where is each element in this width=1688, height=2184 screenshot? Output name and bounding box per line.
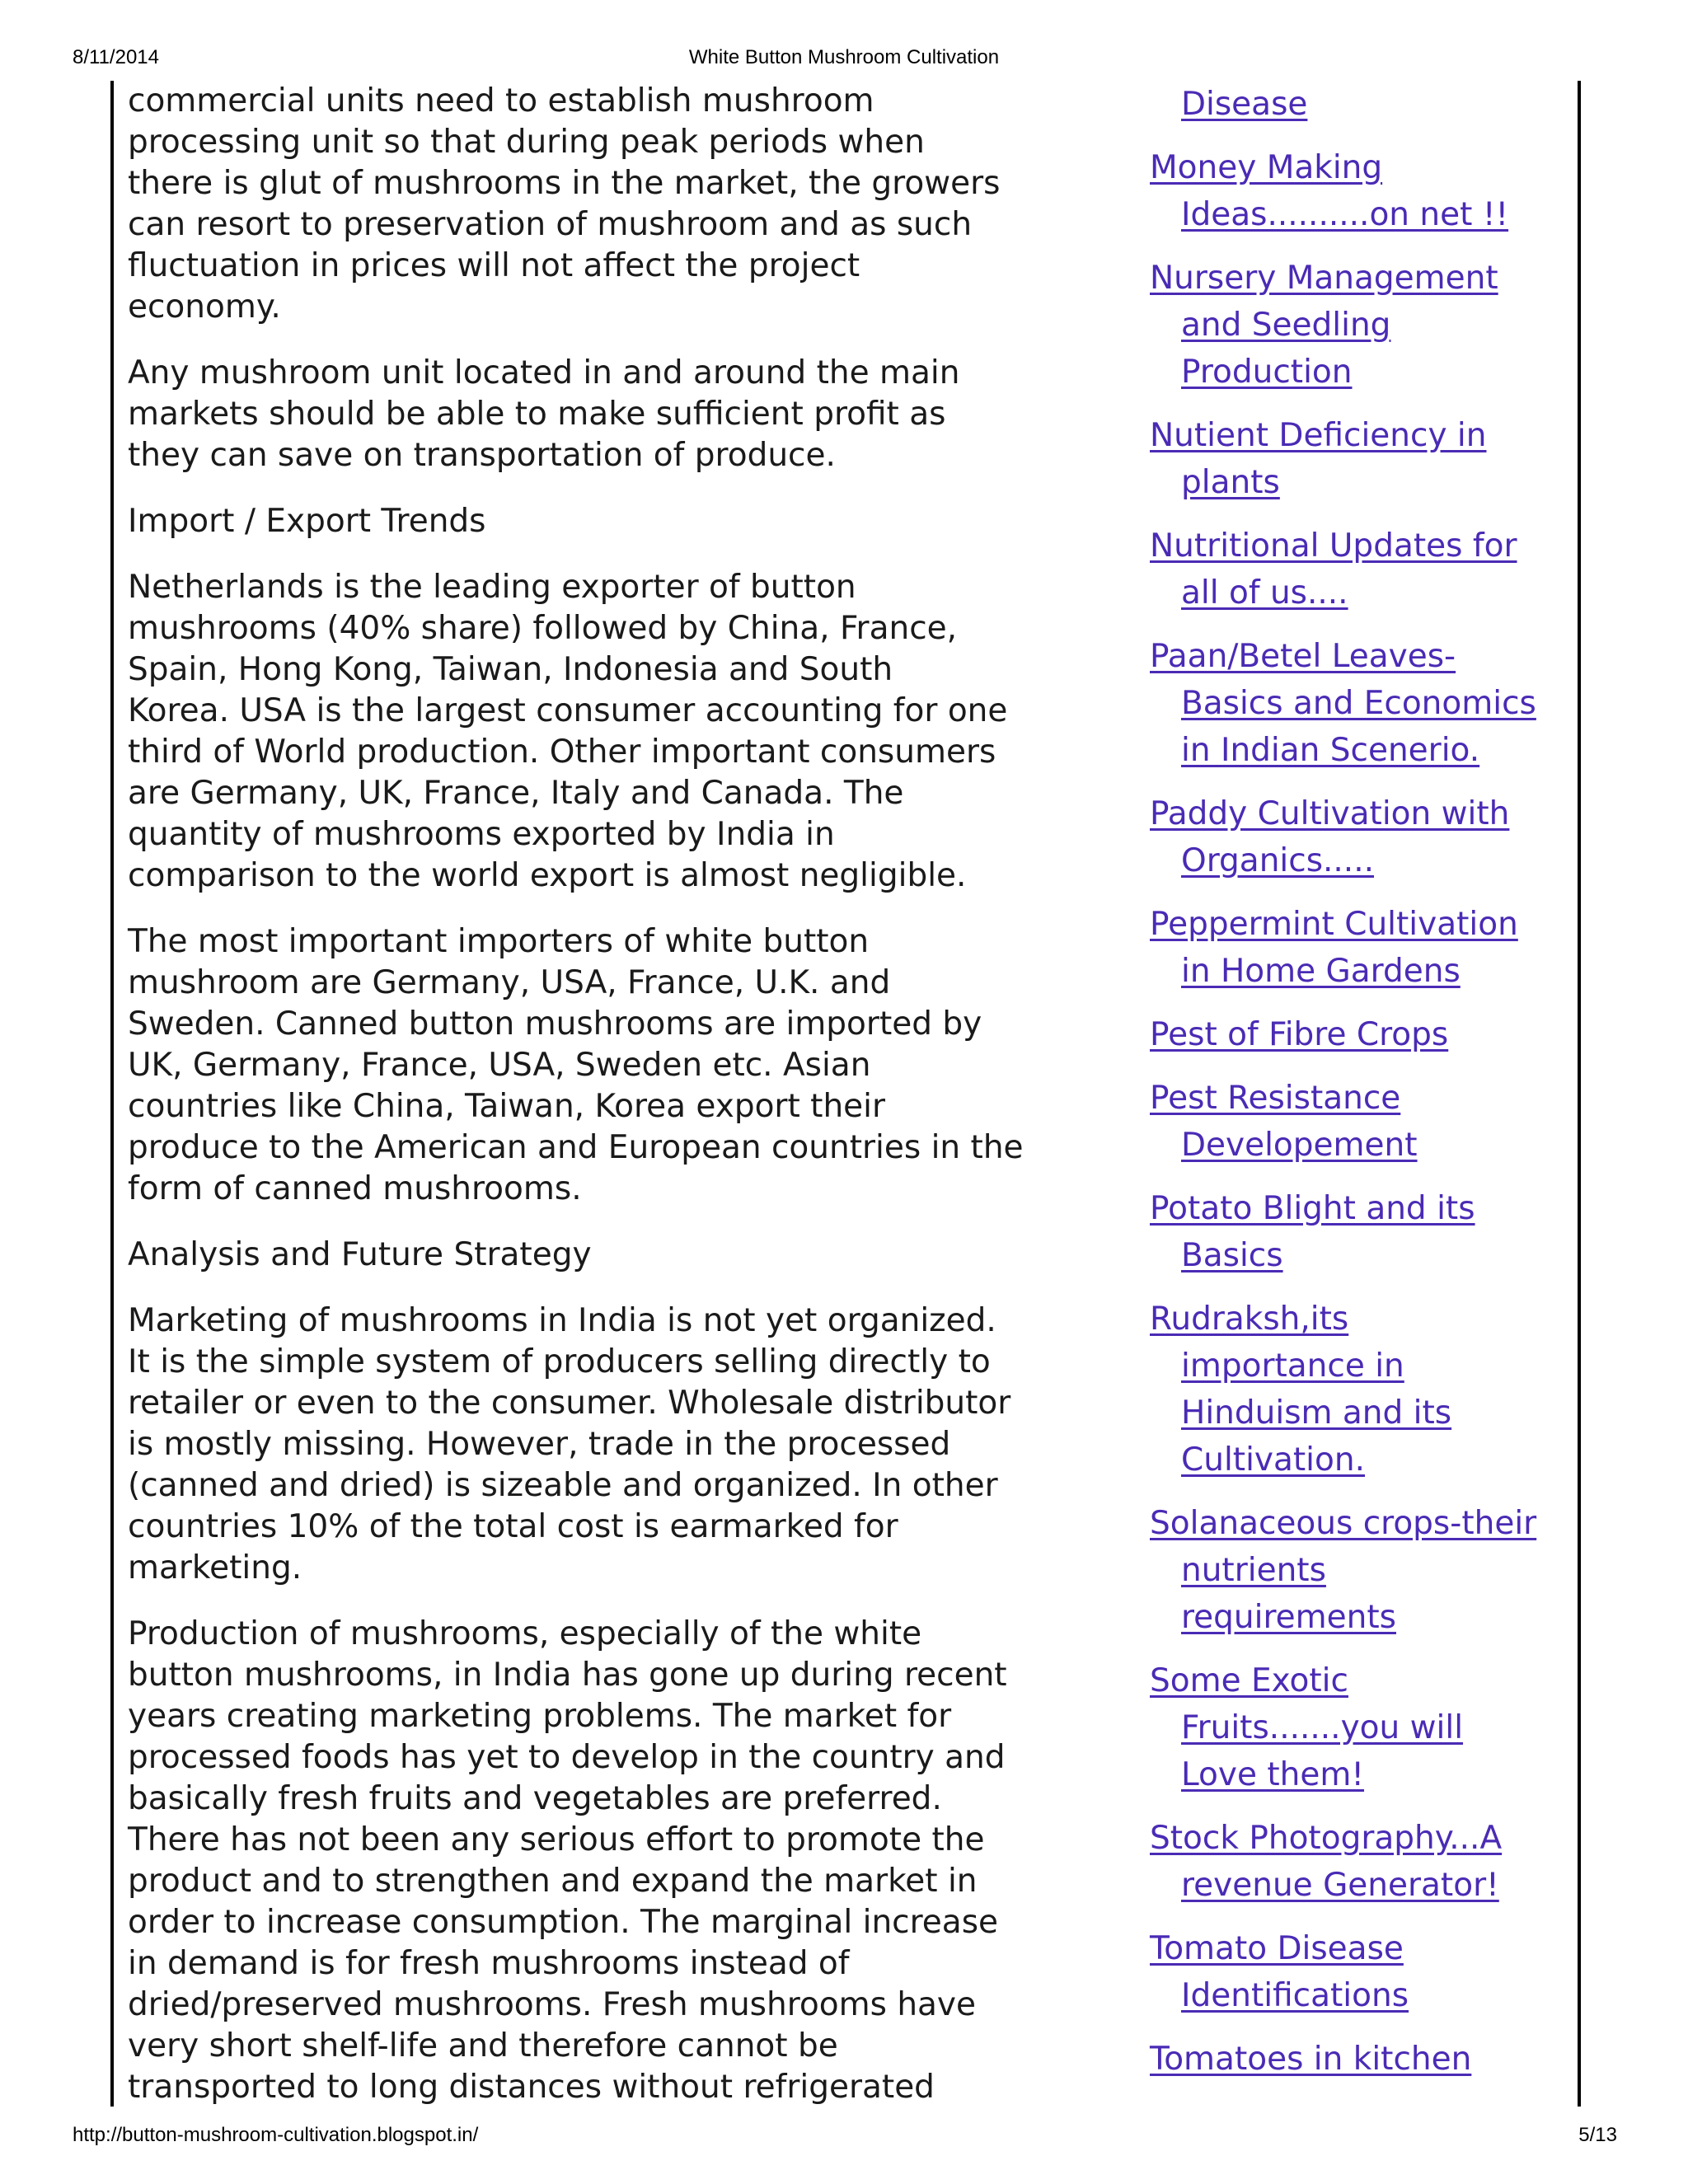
sidebar-item — [1150, 1500, 1562, 1641]
sidebar-link-exotic-fruits[interactable]: Some Exotic Fruits.......you will Love them! — [1150, 1662, 1464, 1793]
sidebar-link-pest-resistance[interactable]: Pest Resistance Developement — [1150, 1080, 1418, 1164]
right-divider — [1578, 81, 1581, 2107]
sidebar-item — [1150, 1815, 1562, 1909]
sidebar-link-stock-photography[interactable]: Stock Photography...A revenue Generator! — [1150, 1820, 1503, 1904]
section-heading-import-export: Import / Export Trends — [128, 503, 486, 540]
sidebar-item — [1150, 1075, 1562, 1169]
sidebar-link-money-making[interactable]: Money Making Ideas..........on net !! — [1150, 149, 1509, 233]
sidebar-link-peppermint[interactable]: Peppermint Cultivation in Home Gardens — [1150, 906, 1518, 990]
sidebar-item — [1150, 1925, 1562, 2019]
sidebar-link-pest-fibre-crops[interactable]: Pest of Fibre Crops — [1150, 1016, 1449, 1053]
sidebar-item — [1150, 523, 1562, 616]
sidebar-link-potato-blight[interactable]: Potato Blight and its Basics — [1150, 1190, 1475, 1274]
sidebar-link-nutritional-updates[interactable]: Nutritional Updates for all of us.... — [1150, 527, 1517, 612]
article-paragraph: Marketing of mushrooms in India is not yet organized. It is the simple system of producers selling directly to retailer or even to the consumer. Wholesale distributor is mostly missing. However, trade in the processed (canned and dried) is sizeable and organized. In other countries 10% of the total cost is earmarked for marketing. — [128, 1302, 1011, 1586]
article-paragraph: Netherlands is the leading exporter of button mushrooms (40% share) followed by China, France, Spain, Hong Kong, Taiwan, Indonesia and South Korea. USA is the largest consumer accounting for one third of World production. Other important consumers are Germany, UK, France, Italy and Canada. The quantity of mushrooms exported by India in comparison to the world export is almost negligible. — [128, 569, 1008, 894]
sidebar-item — [1150, 1011, 1562, 1058]
sidebar-item — [1150, 255, 1562, 396]
sidebar-item — [1150, 144, 1562, 238]
sidebar-link-rudraksh[interactable]: Rudraksh,its importance in Hinduism and its Cultivation. — [1150, 1301, 1452, 1479]
sidebar-link-list — [1150, 81, 1562, 2099]
article-paragraph: Any mushroom unit located in and around the main markets should be able to make sufficient profit as they can save on transportation of produce. — [128, 354, 960, 474]
print-date: 8/11/2014 — [73, 46, 159, 68]
page-title: White Button Mushroom Cultivation — [688, 46, 1000, 68]
article-paragraph: The most important importers of white button mushroom are Germany, USA, France, U.K. and Sweden. Canned button mushrooms are imported by UK, Germany, France, USA, Sweden etc. Asian countries like China, Taiwan, Korea export their produce to the American and European countries in the form of canned mushrooms. — [128, 923, 1024, 1207]
sidebar-link-nutient-deficiency[interactable]: Nutient Deficiency in plants — [1150, 417, 1487, 501]
left-divider — [110, 81, 114, 2107]
page-number: 5/13 — [1578, 2124, 1617, 2146]
sidebar-link-paddy-cultivation[interactable]: Paddy Cultivation with Organics..... — [1150, 795, 1510, 879]
page-url: http://button-mushroom-cultivation.blogspot.in/ — [73, 2124, 479, 2146]
sidebar-link-tomato-disease[interactable]: Tomato Disease Identifications — [1150, 1930, 1409, 2014]
sidebar-link-tomatoes-kitchen[interactable]: Tomatoes in kitchen — [1150, 2041, 1472, 2078]
article-body — [128, 81, 1076, 2133]
sidebar-link-solanaceous[interactable]: Solanaceous crops-their nutrients requirements — [1150, 1505, 1537, 1636]
sidebar-item — [1150, 901, 1562, 995]
print-header — [0, 46, 1688, 71]
section-heading-analysis: Analysis and Future Strategy — [128, 1236, 592, 1273]
sidebar-link-nursery-management[interactable]: Nursery Management and Seedling Production — [1150, 260, 1498, 391]
sidebar-link-disease[interactable]: Disease — [1181, 86, 1308, 123]
article-paragraph: commercial units need to establish mushroom processing unit so that during peak periods when there is glut of mushrooms in the market, the growers can resort to preservation of mushroom and as such fluctuation in prices will not affect the project economy. — [128, 82, 1001, 326]
sidebar-item — [1150, 790, 1562, 884]
sidebar-item — [1150, 412, 1562, 506]
sidebar-item — [1150, 633, 1562, 774]
sidebar-link-paan-betel[interactable]: Paan/Betel Leaves- Basics and Economics in Indian Scenerio. — [1150, 638, 1536, 769]
print-footer — [0, 2124, 1688, 2149]
sidebar-item — [1150, 2036, 1562, 2083]
article-paragraph: Production of mushrooms, especially of the white button mushrooms, in India has gone up during recent years creating marketing problems. The market for processed foods has yet to develop in the country and basically fresh fruits and vegetables are preferred. There has not been any serious effort to promote the product and to strengthen and expand the market in order to increase consumption. The marginal increase in demand is for fresh mushrooms instead of dried/preserved mushrooms. Fresh mushrooms have very short shelf-life and therefore cannot be transported to long distances without refrigerated — [128, 1615, 1007, 2106]
sidebar-item — [1150, 1657, 1562, 1798]
sidebar-item — [1150, 1296, 1562, 1483]
sidebar-item — [1150, 1185, 1562, 1279]
sidebar-item — [1150, 81, 1562, 128]
